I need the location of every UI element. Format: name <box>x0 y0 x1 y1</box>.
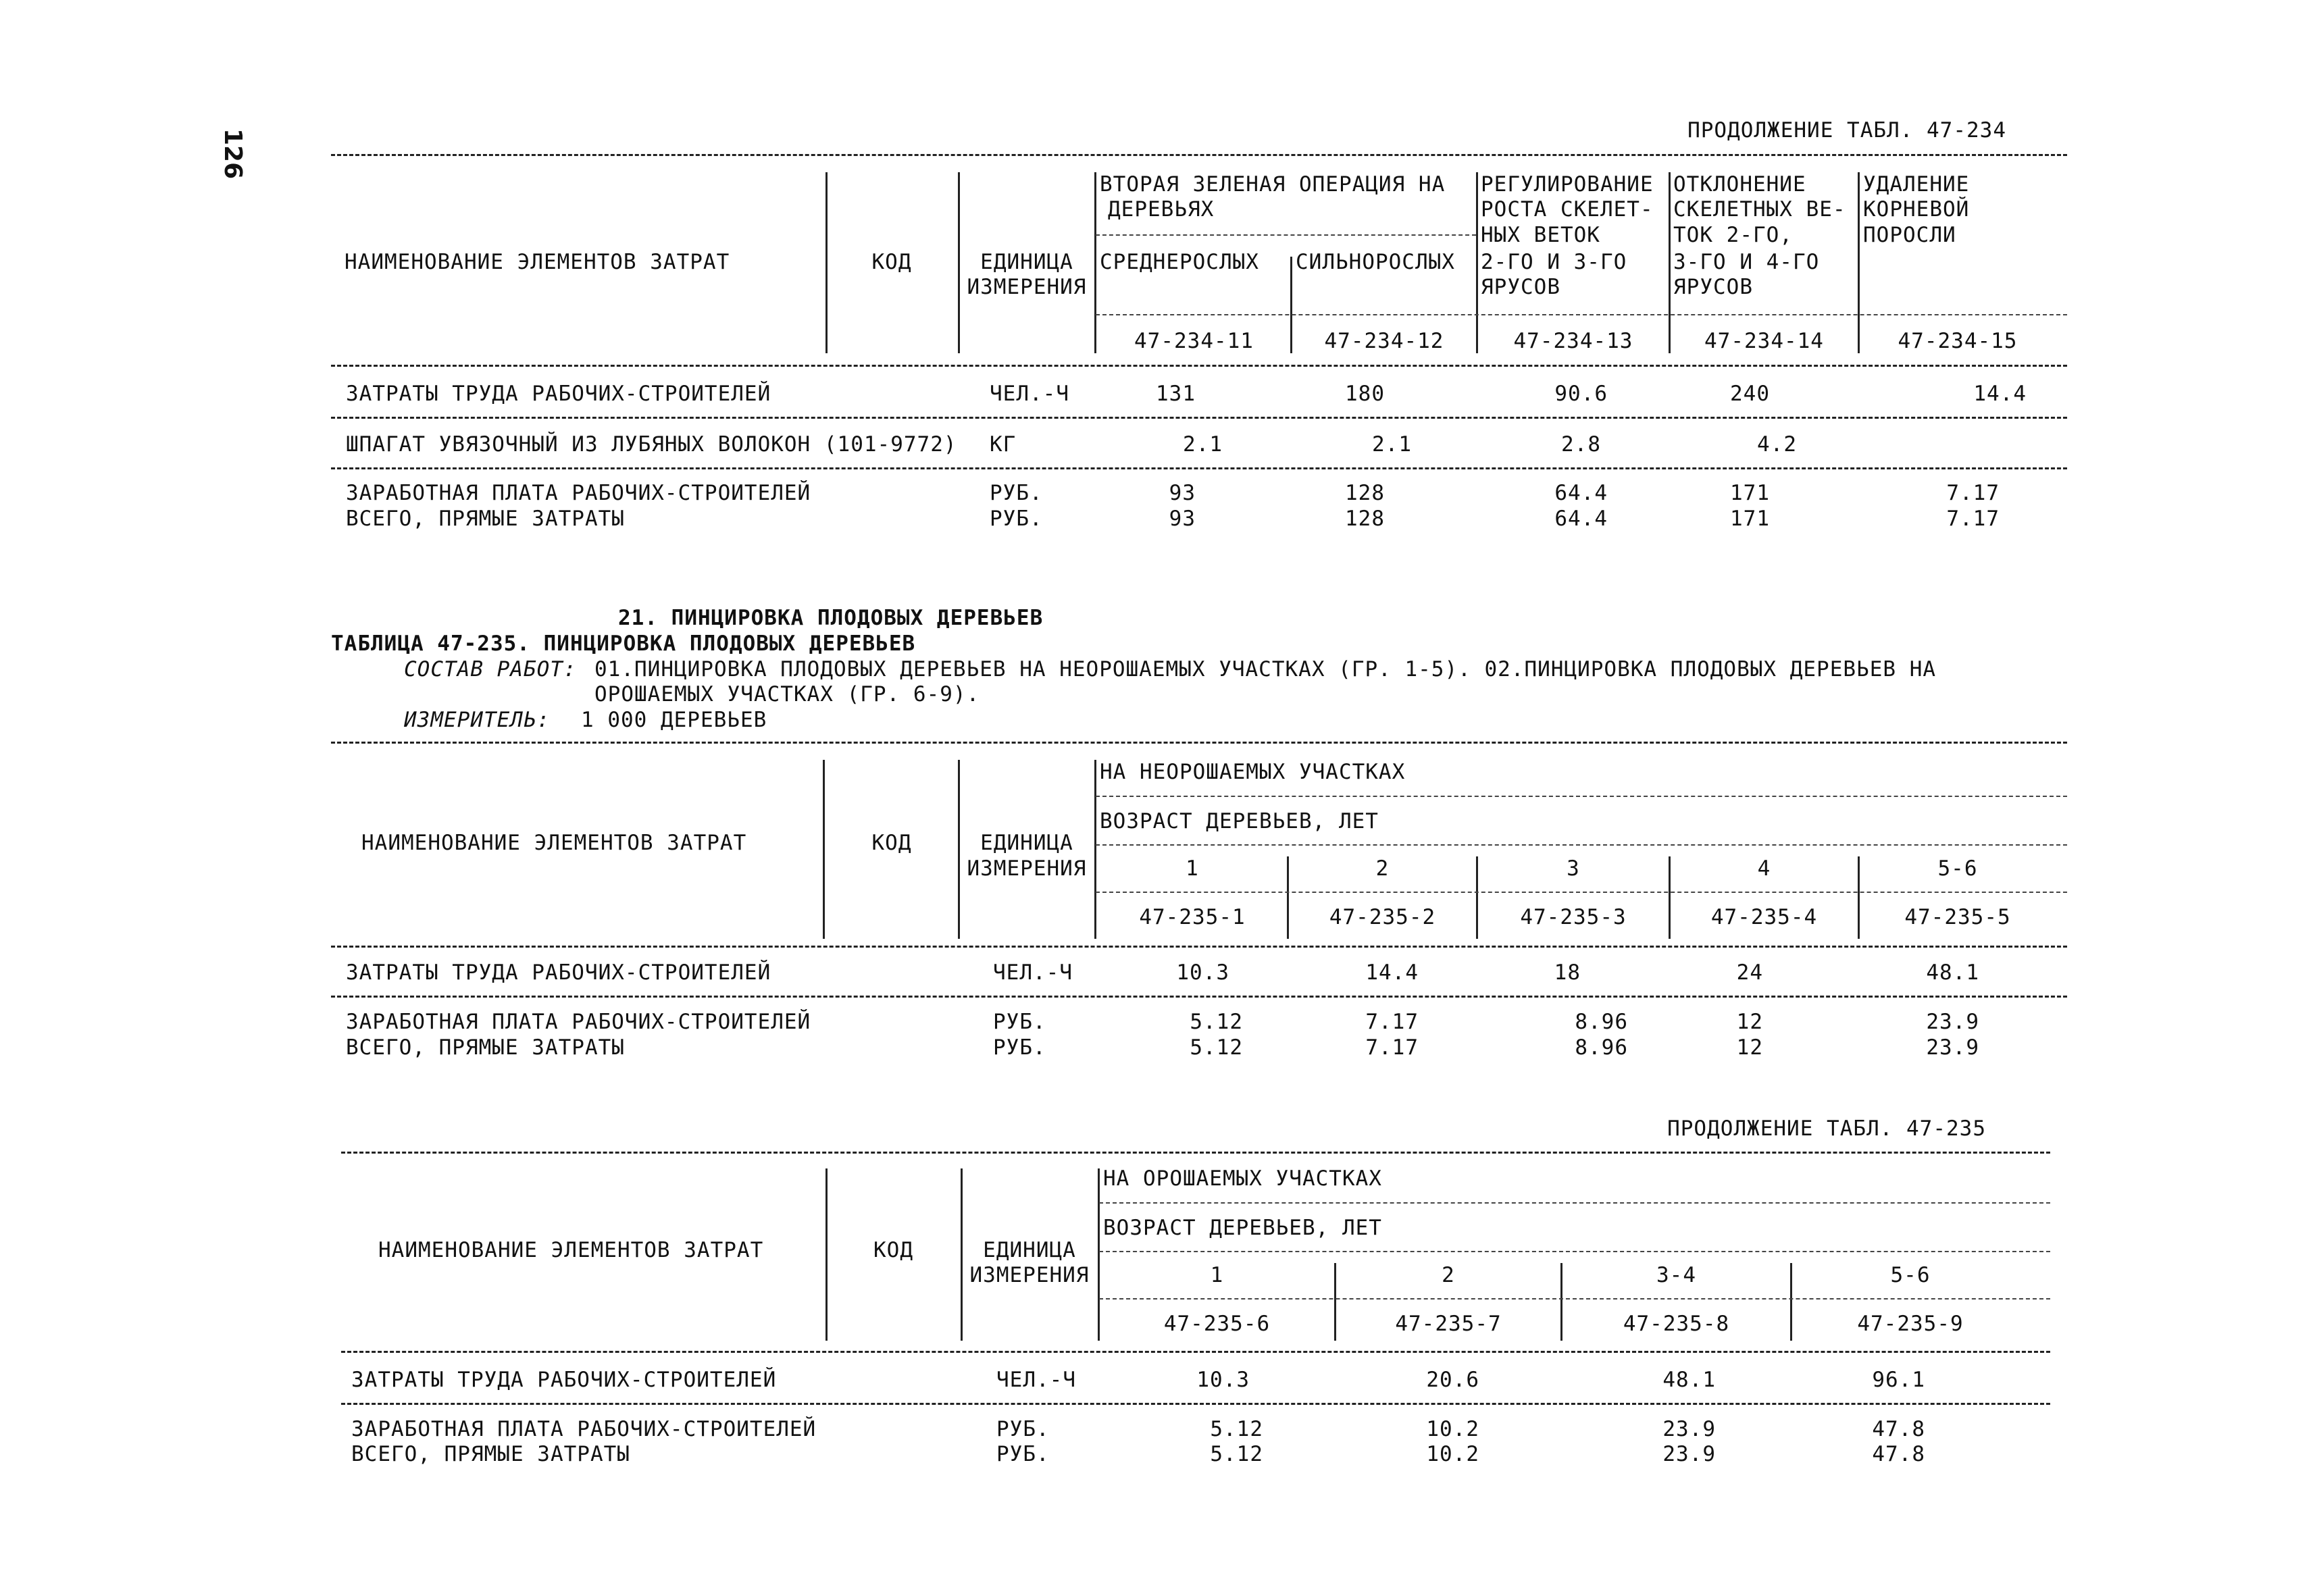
row-unit: РУБ. <box>993 1035 1046 1060</box>
divider <box>1099 1202 2050 1204</box>
row-value: 90.6 <box>1554 382 1608 406</box>
code-cell: 47-235-3 <box>1520 905 1627 929</box>
row-value: 7.17 <box>1365 1010 1419 1034</box>
measure-value: 1 000 ДЕРЕВЬЕВ <box>581 708 767 732</box>
row-name: ВСЕГО, ПРЯМЫЕ ЗАТРАТЫ <box>351 1442 630 1466</box>
row-value: 12 <box>1736 1010 1763 1034</box>
row-value: 10.3 <box>1176 960 1229 985</box>
header-unit-2: ИЗМЕРЕНИЯ <box>969 1263 1090 1287</box>
header-code: КОД <box>871 250 912 274</box>
row-value: 4.2 <box>1757 432 1797 457</box>
row-value: 14.4 <box>1365 960 1419 985</box>
row-name: ВСЕГО, ПРЯМЫЕ ЗАТРАТЫ <box>346 1035 625 1060</box>
header-unit: ЕДИНИЦА <box>980 250 1073 274</box>
row-value: 5.12 <box>1190 1035 1243 1060</box>
row-value: 7.17 <box>1365 1035 1419 1060</box>
divider <box>331 946 2067 948</box>
divider <box>1096 234 1476 236</box>
code-cell: 47-234-13 <box>1513 329 1633 353</box>
page-number: 126 <box>219 128 247 180</box>
divider <box>341 1351 2050 1353</box>
row-name: ЗАРАБОТНАЯ ПЛАТА РАБОЧИХ-СТРОИТЕЛЕЙ <box>346 481 811 505</box>
row-value: 171 <box>1730 481 1770 505</box>
row-name: ЗАТРАТЫ ТРУДА РАБОЧИХ-СТРОИТЕЛЕЙ <box>351 1368 777 1392</box>
header-sub-1: СРЕДНЕРОСЛЫХ <box>1100 250 1259 274</box>
row-value: 5.12 <box>1210 1417 1263 1441</box>
column-divider <box>825 1168 828 1341</box>
divider <box>341 1403 2050 1405</box>
row-value: 10.3 <box>1196 1368 1250 1392</box>
measure-label: ИЗМЕРИТЕЛЬ: <box>404 708 551 732</box>
table-title: ТАБЛИЦА 47-235. ПИНЦИРОВКА ПЛОДОВЫХ ДЕРЕВЬЕВ <box>331 632 916 656</box>
row-value: 7.17 <box>1946 507 2000 531</box>
code-cell: 47-235-5 <box>1904 905 2011 929</box>
continuation-label: ПРОДОЛЖЕНИЕ ТАБЛ. 47-234 <box>1687 118 2006 143</box>
row-value: 23.9 <box>1662 1417 1716 1441</box>
section-heading: 21. ПИНЦИРОВКА ПЛОДОВЫХ ДЕРЕВЬЕВ <box>618 606 1044 630</box>
age-cell: 1 <box>1186 856 1199 881</box>
column-divider <box>1858 172 1860 353</box>
header-col3-4: 2-ГО И 3-ГО <box>1481 250 1627 274</box>
code-cell: 47-235-4 <box>1710 905 1818 929</box>
divider <box>331 996 2067 998</box>
row-name: ШПАГАТ УВЯЗОЧНЫЙ ИЗ ЛУБЯНЫХ ВОЛОКОН (101-9772) <box>346 432 957 457</box>
row-value: 128 <box>1345 481 1385 505</box>
header-col5: УДАЛЕНИЕ <box>1863 172 1970 197</box>
row-value: 240 <box>1730 382 1770 406</box>
header-group: ВТОРАЯ ЗЕЛЕНАЯ ОПЕРАЦИЯ НА <box>1100 172 1446 197</box>
row-value: 14.4 <box>1973 382 2027 406</box>
row-value: 47.8 <box>1872 1417 1925 1441</box>
divider <box>331 417 2067 419</box>
code-cell: 47-235-2 <box>1329 905 1436 929</box>
divider <box>331 365 2067 367</box>
row-name: ЗАТРАТЫ ТРУДА РАБОЧИХ-СТРОИТЕЛЕЙ <box>346 382 771 406</box>
row-value: 18 <box>1554 960 1581 985</box>
header-group: НА ОРОШАЕМЫХ УЧАСТКАХ <box>1103 1166 1382 1191</box>
header-unit: ЕДИНИЦА <box>980 831 1073 855</box>
row-value: 2.1 <box>1372 432 1412 457</box>
divider <box>331 742 2067 744</box>
divider <box>341 1152 2050 1154</box>
row-value: 93 <box>1169 507 1196 531</box>
age-cell: 3-4 <box>1656 1263 1696 1287</box>
code-cell: 47-235-7 <box>1395 1312 1502 1336</box>
code-cell: 47-234-11 <box>1134 329 1254 353</box>
divider <box>331 467 2067 469</box>
age-cell: 4 <box>1757 856 1771 881</box>
code-cell: 47-234-14 <box>1704 329 1824 353</box>
header-col3-5: ЯРУСОВ <box>1481 275 1560 299</box>
composition-text: 01.ПИНЦИРОВКА ПЛОДОВЫХ ДЕРЕВЬЕВ НА НЕОРОШАЕМЫХ УЧАСТКАХ (ГР. 1-5). 02.ПИНЦИРОВКА ПЛОДОВЫХ ДЕРЕВЬЕВ НА <box>594 657 1937 681</box>
header-col4: ОТКЛОНЕНИЕ <box>1673 172 1806 197</box>
row-value: 12 <box>1736 1035 1763 1060</box>
header-group-2: ДЕРЕВЬЯХ <box>1108 197 1215 222</box>
row-unit: РУБ. <box>996 1417 1050 1441</box>
row-unit: РУБ. <box>996 1442 1050 1466</box>
divider <box>1099 1298 2050 1299</box>
age-cell: 5-6 <box>1890 1263 1931 1287</box>
header-name: НАИМЕНОВАНИЕ ЭЛЕМЕНТОВ ЗАТРАТ <box>378 1238 764 1262</box>
row-value: 128 <box>1345 507 1385 531</box>
header-col3-2: РОСТА СКЕЛЕТ- <box>1481 197 1654 222</box>
row-value: 64.4 <box>1554 481 1608 505</box>
row-value: 24 <box>1736 960 1763 985</box>
header-age: ВОЗРАСТ ДЕРЕВЬЕВ, ЛЕТ <box>1100 809 1379 833</box>
header-sub-2: СИЛЬНОРОСЛЫХ <box>1296 250 1455 274</box>
age-cell: 3 <box>1567 856 1580 881</box>
row-value: 10.2 <box>1426 1442 1479 1466</box>
row-unit: КГ <box>990 432 1017 457</box>
row-value: 8.96 <box>1575 1035 1628 1060</box>
header-unit: ЕДИНИЦА <box>983 1238 1076 1262</box>
column-divider <box>1094 760 1096 939</box>
column-divider <box>823 760 825 939</box>
header-col3-3: НЫХ ВЕТОК <box>1481 223 1600 247</box>
header-age: ВОЗРАСТ ДЕРЕВЬЕВ, ЛЕТ <box>1103 1216 1382 1240</box>
header-col4-4: 3-ГО И 4-ГО <box>1673 250 1820 274</box>
row-value: 7.17 <box>1946 481 2000 505</box>
row-value: 10.2 <box>1426 1417 1479 1441</box>
divider <box>1099 1251 2050 1252</box>
age-cell: 1 <box>1210 1263 1224 1287</box>
row-value: 48.1 <box>1926 960 1979 985</box>
header-name: НАИМЕНОВАНИЕ ЭЛЕМЕНТОВ ЗАТРАТ <box>345 250 730 274</box>
code-cell: 47-234-15 <box>1898 329 2018 353</box>
row-unit: ЧЕЛ.-Ч <box>993 960 1073 985</box>
composition-label: СОСТАВ РАБОТ: <box>404 657 577 681</box>
header-name: НАИМЕНОВАНИЕ ЭЛЕМЕНТОВ ЗАТРАТ <box>361 831 747 855</box>
divider <box>331 154 2067 156</box>
header-unit-2: ИЗМЕРЕНИЯ <box>967 856 1087 881</box>
header-unit-2: ИЗМЕРЕНИЯ <box>967 275 1087 299</box>
column-divider <box>1476 172 1478 353</box>
code-cell: 47-234-12 <box>1324 329 1444 353</box>
header-col5-3: ПОРОСЛИ <box>1863 223 1956 247</box>
column-divider <box>1669 172 1671 353</box>
divider <box>1096 796 2067 797</box>
row-unit: РУБ. <box>990 481 1043 505</box>
row-name: ЗАРАБОТНАЯ ПЛАТА РАБОЧИХ-СТРОИТЕЛЕЙ <box>351 1417 817 1441</box>
row-name: ЗАТРАТЫ ТРУДА РАБОЧИХ-СТРОИТЕЛЕЙ <box>346 960 771 985</box>
header-col4-3: ТОК 2-ГО, <box>1673 223 1793 247</box>
header-code: КОД <box>873 1238 913 1262</box>
header-group: НА НЕОРОШАЕМЫХ УЧАСТКАХ <box>1100 760 1406 784</box>
row-name: ВСЕГО, ПРЯМЫЕ ЗАТРАТЫ <box>346 507 625 531</box>
row-value: 8.96 <box>1575 1010 1628 1034</box>
row-name: ЗАРАБОТНАЯ ПЛАТА РАБОЧИХ-СТРОИТЕЛЕЙ <box>346 1010 811 1034</box>
row-value: 2.8 <box>1561 432 1601 457</box>
row-value: 23.9 <box>1926 1010 1979 1034</box>
row-value: 180 <box>1345 382 1385 406</box>
row-value: 5.12 <box>1190 1010 1243 1034</box>
row-value: 131 <box>1156 382 1196 406</box>
row-value: 23.9 <box>1662 1442 1716 1466</box>
row-value: 20.6 <box>1426 1368 1479 1392</box>
row-unit: ЧЕЛ.-Ч <box>990 382 1069 406</box>
column-divider <box>825 172 828 353</box>
row-unit: РУБ. <box>993 1010 1046 1034</box>
row-value: 23.9 <box>1926 1035 1979 1060</box>
row-unit: ЧЕЛ.-Ч <box>996 1368 1076 1392</box>
row-value: 96.1 <box>1872 1368 1925 1392</box>
header-col3: РЕГУЛИРОВАНИЕ <box>1481 172 1654 197</box>
row-value: 64.4 <box>1554 507 1608 531</box>
composition-text-2: ОРОШАЕМЫХ УЧАСТКАХ (ГР. 6-9). <box>594 682 980 706</box>
age-cell: 2 <box>1442 1263 1455 1287</box>
code-cell: 47-235-8 <box>1623 1312 1730 1336</box>
code-cell: 47-235-9 <box>1857 1312 1964 1336</box>
code-cell: 47-235-6 <box>1163 1312 1271 1336</box>
code-cell: 47-235-1 <box>1139 905 1246 929</box>
divider <box>1096 892 2067 893</box>
header-code: КОД <box>871 831 912 855</box>
continuation-label: ПРОДОЛЖЕНИЕ ТАБЛ. 47-235 <box>1667 1116 1986 1141</box>
header-col5-2: КОРНЕВОЙ <box>1863 197 1970 222</box>
divider <box>1096 314 2067 315</box>
column-divider <box>1094 172 1096 353</box>
age-cell: 5-6 <box>1937 856 1978 881</box>
row-value: 48.1 <box>1662 1368 1716 1392</box>
age-cell: 2 <box>1375 856 1390 881</box>
row-unit: РУБ. <box>990 507 1043 531</box>
row-value: 93 <box>1169 481 1196 505</box>
row-value: 2.1 <box>1183 432 1223 457</box>
row-value: 171 <box>1730 507 1770 531</box>
header-col4-5: ЯРУСОВ <box>1673 275 1753 299</box>
row-value: 5.12 <box>1210 1442 1263 1466</box>
divider <box>1096 844 2067 846</box>
row-value: 47.8 <box>1872 1442 1925 1466</box>
header-col4-2: СКЕЛЕТНЫХ ВЕ- <box>1673 197 1846 222</box>
